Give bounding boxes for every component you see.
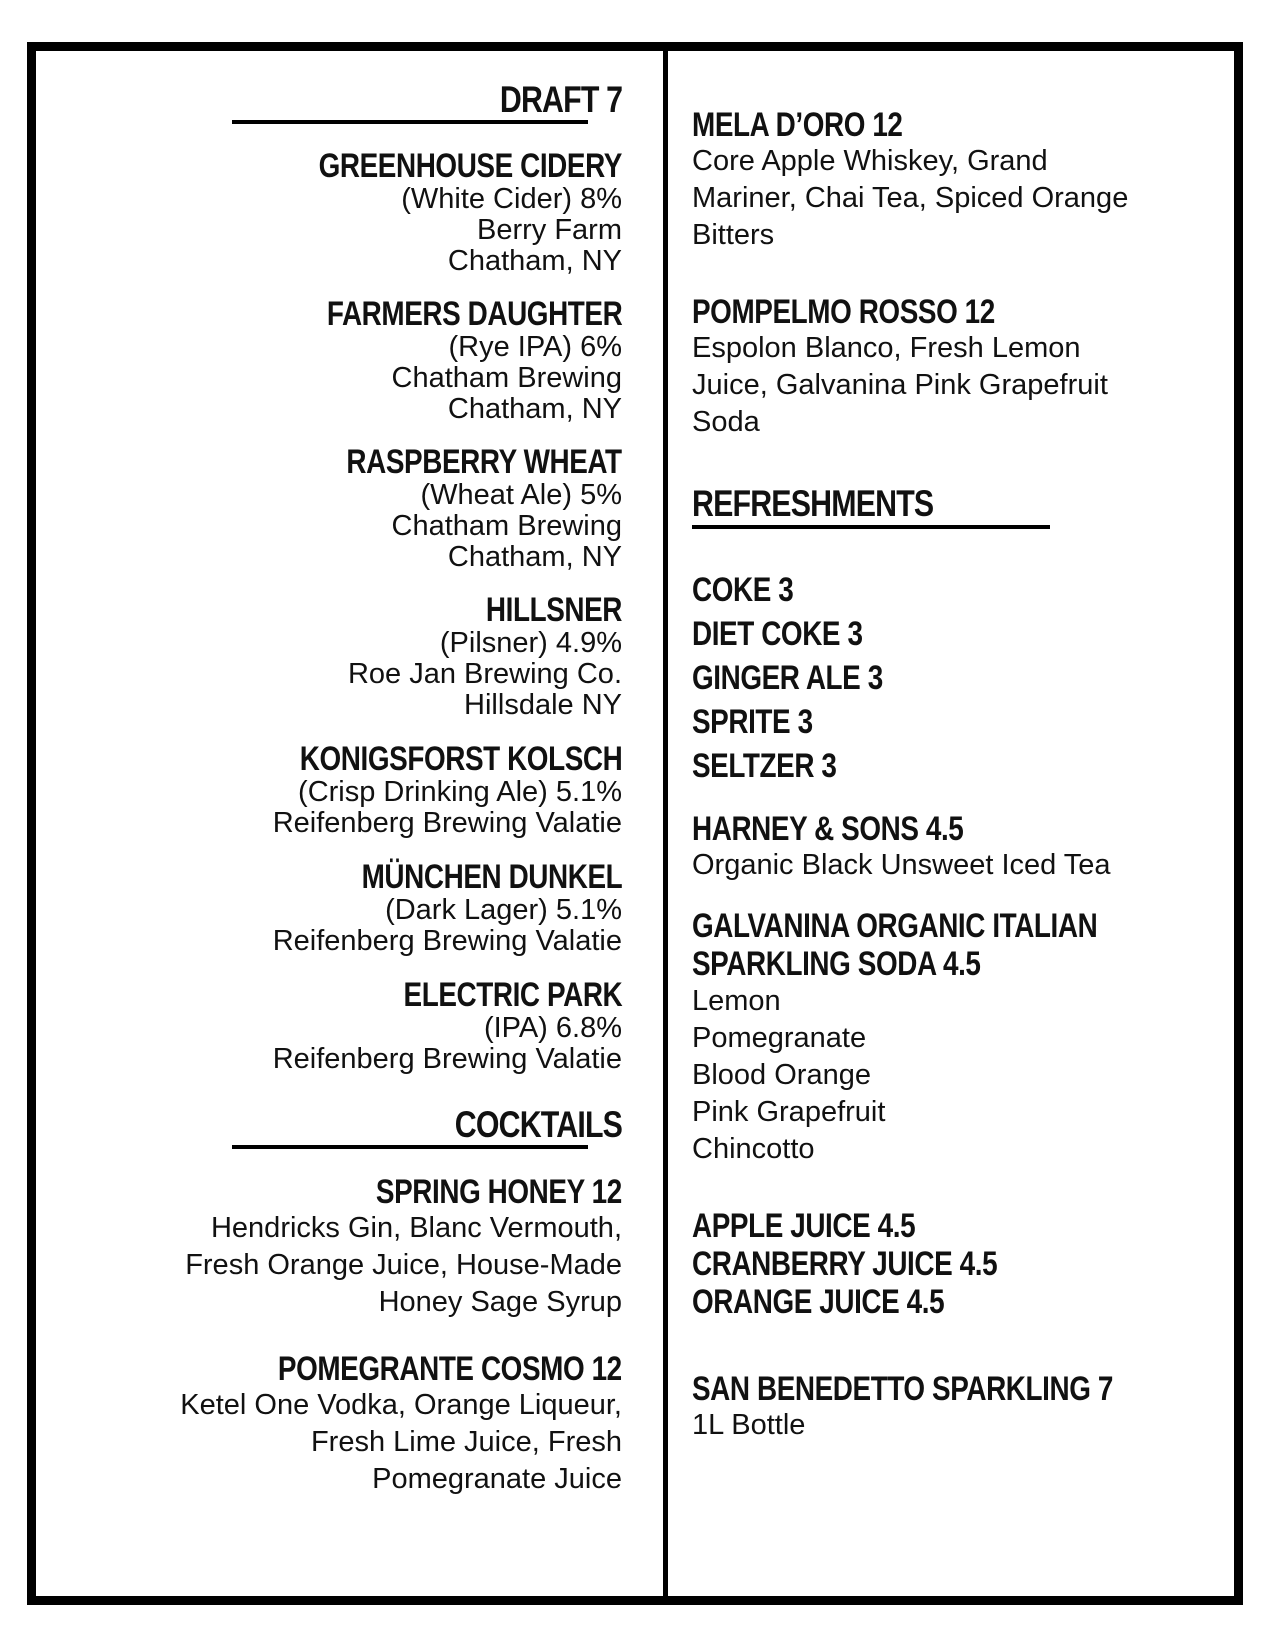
draft-heading: DRAFT 7: [499, 79, 622, 120]
draft-brewer: Reifenberg Brewing Valatie: [272, 807, 622, 839]
draft-brewer: Chatham Brewing: [391, 362, 622, 394]
draft-location: Chatham, NY: [447, 393, 622, 425]
juice-item: APPLE JUICE 4.5: [692, 1207, 916, 1245]
tea-name: HARNEY & SONS 4.5: [692, 810, 964, 848]
draft-brewer: Berry Farm: [477, 214, 622, 246]
refreshments-heading-rule: [692, 525, 1050, 529]
cocktail-desc-line: Honey Sage Syrup: [378, 1286, 622, 1318]
draft-item: [273, 977, 622, 1075]
galvanina-name-line: SPARKLING SODA 4.5: [692, 945, 981, 983]
draft-item: [262, 296, 622, 425]
cocktail-item: [692, 294, 1108, 441]
draft-name: HILLSNER: [485, 591, 622, 629]
draft-name: FARMERS DAUGHTER: [326, 295, 622, 333]
cocktail-item: [692, 107, 1128, 254]
draft-style: (Pilsner) 4.9%: [439, 627, 622, 659]
cocktail-item: [180, 1351, 622, 1498]
draft-style: (Dark Lager) 5.1%: [385, 894, 622, 926]
cocktail-desc-line: Core Apple Whiskey, Grand: [692, 145, 1048, 177]
cocktails-heading-rule: [232, 1145, 588, 1149]
menu-frame: [27, 42, 1243, 1605]
galvanina-flavor: Pomegranate: [692, 1022, 867, 1054]
draft-style: (White Cider) 8%: [401, 183, 622, 215]
draft-name: GREENHOUSE CIDERY: [318, 147, 622, 185]
tea-desc: Organic Black Unsweet Iced Tea: [692, 849, 1111, 881]
refreshments-heading: REFRESHMENTS: [692, 483, 934, 524]
cocktail-name: POMPELMO ROSSO 12: [692, 293, 995, 331]
juice-item: CRANBERRY JUICE 4.5: [692, 1245, 998, 1283]
cocktail-name: MELA D’ORO 12: [692, 106, 903, 144]
tea-item: [692, 811, 1111, 884]
draft-item: [252, 148, 622, 277]
cocktail-desc-line: Ketel One Vodka, Orange Liqueur,: [180, 1389, 622, 1421]
draft-heading-rule: [232, 120, 588, 124]
galvanina-name-line: GALVANINA ORGANIC ITALIAN: [692, 907, 1098, 945]
soda-item: GINGER ALE 3: [692, 659, 883, 697]
draft-style: (Rye IPA) 6%: [448, 331, 622, 363]
cocktail-desc-line: Hendricks Gin, Blanc Vermouth,: [210, 1212, 622, 1244]
galvanina-flavor: Lemon: [692, 985, 781, 1017]
soda-list: [692, 568, 925, 788]
column-divider: [663, 51, 668, 1596]
draft-location: Hillsdale NY: [464, 689, 622, 721]
draft-location: Chatham, NY: [447, 245, 622, 277]
cocktail-desc-line: Fresh Lime Juice, Fresh: [310, 1426, 622, 1458]
cocktails-heading: COCKTAILS: [454, 1104, 622, 1145]
soda-item: SELTZER 3: [692, 747, 837, 785]
soda-item: DIET COKE 3: [692, 615, 863, 653]
cocktail-desc-line: Fresh Orange Juice, House-Made: [185, 1249, 622, 1281]
cocktail-desc-line: Espolon Blanco, Fresh Lemon: [692, 332, 1081, 364]
galvanina-flavor: Blood Orange: [692, 1059, 871, 1091]
cocktail-item: [185, 1174, 622, 1321]
galvanina-flavor: Pink Grapefruit: [692, 1096, 886, 1128]
juice-list: [692, 1207, 1064, 1321]
draft-brewer: Reifenberg Brewing Valatie: [272, 925, 622, 957]
draft-brewer: Roe Jan Brewing Co.: [347, 658, 622, 690]
cocktail-desc-line: Juice, Galvanina Pink Grapefruit: [692, 369, 1108, 401]
draft-item: [286, 444, 622, 573]
soda-item: SPRITE 3: [692, 703, 813, 741]
water-name: SAN BENEDETTO SPARKLING 7: [692, 1370, 1113, 1408]
draft-brewer: Chatham Brewing: [391, 510, 622, 542]
draft-style: (IPA) 6.8%: [483, 1012, 622, 1044]
water-desc: 1L Bottle: [692, 1409, 806, 1441]
cocktail-name: SPRING HONEY 12: [376, 1173, 622, 1211]
water-item: [692, 1371, 1205, 1444]
draft-item: [229, 741, 622, 839]
draft-style: (Crisp Drinking Ale) 5.1%: [298, 776, 622, 808]
soda-item: COKE 3: [692, 571, 794, 609]
draft-location: Chatham, NY: [447, 541, 622, 573]
draft-name: RASPBERRY WHEAT: [346, 443, 622, 481]
cocktail-desc-line: Bitters: [692, 219, 775, 251]
draft-item: [348, 592, 622, 721]
galvanina-item: [692, 907, 1186, 1168]
draft-brewer: Reifenberg Brewing Valatie: [272, 1043, 622, 1075]
draft-style: (Wheat Ale) 5%: [420, 479, 622, 511]
galvanina-flavor: Chincotto: [692, 1133, 815, 1165]
juice-item: ORANGE JUICE 4.5: [692, 1283, 945, 1321]
cocktail-desc-line: Pomegranate Juice: [372, 1463, 622, 1495]
cocktail-desc-line: Soda: [692, 406, 760, 438]
draft-name: KONIGSFORST KOLSCH: [299, 740, 622, 778]
cocktail-name: POMEGRANTE COSMO 12: [278, 1350, 622, 1388]
draft-item: [273, 859, 622, 957]
draft-name: ELECTRIC PARK: [403, 976, 622, 1014]
draft-name: MÜNCHEN DUNKEL: [361, 858, 622, 896]
cocktail-desc-line: Mariner, Chai Tea, Spiced Orange: [692, 182, 1129, 214]
